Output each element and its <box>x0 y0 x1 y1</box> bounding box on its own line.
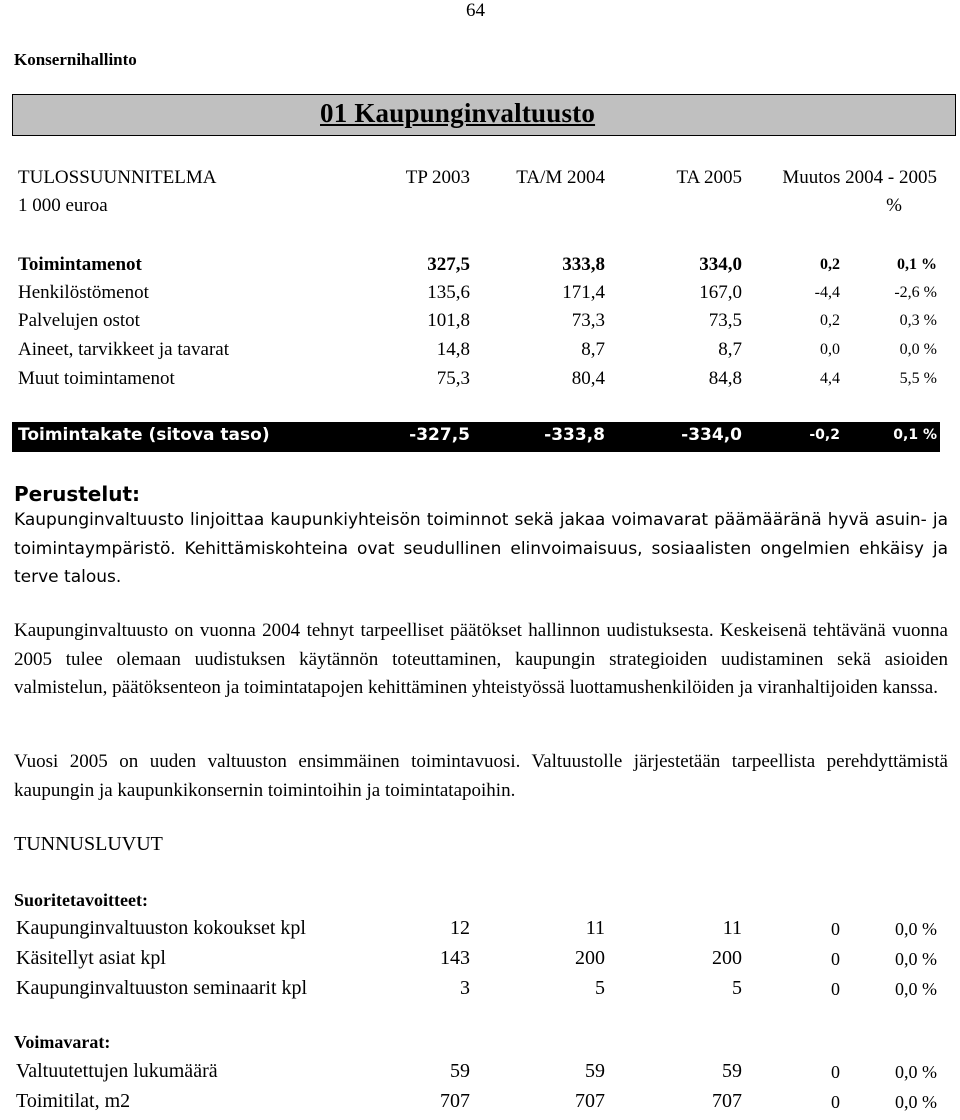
kpi-ta2005: 59 <box>722 1060 742 1082</box>
kpi-pct: 0,0 % <box>895 1062 937 1082</box>
row-label: Palvelujen ostot <box>18 310 140 331</box>
kpi-ta2004: 59 <box>585 1060 605 1082</box>
table-row <box>0 282 960 310</box>
kpi-ta2004: 11 <box>585 917 605 939</box>
table-header-label: TULOSSUUNNITELMA <box>18 167 217 188</box>
cell-ta2004: 333,8 <box>562 254 605 275</box>
summary-ta2005: -334,0 <box>681 425 742 445</box>
table-row <box>0 254 960 282</box>
row-label: Henkilöstömenot <box>18 282 149 303</box>
row-label: Toimintamenot <box>18 254 142 275</box>
cell-diff: -4,4 <box>814 284 840 301</box>
kpi-pct: 0,0 % <box>895 979 937 999</box>
kpi-tp2003: 12 <box>450 917 470 939</box>
col-header-ta2004: TA/M 2004 <box>516 167 605 188</box>
kpi-ta2004: 5 <box>595 977 605 999</box>
kpi-tp2003: 59 <box>450 1060 470 1082</box>
perustelut-paragraph-2: Kaupunginvaltuusto on vuonna 2004 tehnyt tarpeelliset päätökset hallinnon uudistuksesta. Keskeisenä tehtävänä vuonna 2005 tulee olemaan uudistuksen käytännön toteuttaminen, kaupungin strategioiden uudistaminen sekä asioiden valmistelun, päätöksenteon ja toimintatapojen kehittäminen yhteistyössä luottamushenkilöiden ja viranhaltijoiden kanssa. <box>14 620 948 698</box>
kpi-row <box>0 1060 960 1090</box>
kpi-diff: 0 <box>831 979 840 999</box>
summary-pct: 0,1 % <box>893 427 937 443</box>
cell-pct: -2,6 % <box>894 284 937 301</box>
kpi-ta2005: 200 <box>712 947 742 969</box>
kpi-row <box>0 947 960 977</box>
kpi-ta2005: 5 <box>732 977 742 999</box>
summary-label: Toimintakate (sitova taso) <box>18 425 270 445</box>
kpi-row <box>0 917 960 947</box>
col-header-ta2005: TA 2005 <box>676 167 742 188</box>
kpi-diff: 0 <box>831 919 840 939</box>
kpi-label: Valtuutettujen lukumäärä <box>16 1060 218 1082</box>
summary-row <box>0 425 960 453</box>
kpi-diff: 0 <box>831 949 840 969</box>
cell-ta2004: 8,7 <box>581 339 605 360</box>
cell-tp2003: 327,5 <box>427 254 470 275</box>
row-label: Aineet, tarvikkeet ja tavarat <box>18 339 230 360</box>
kpi-label: Kaupunginvaltuuston kokoukset kpl <box>16 917 306 939</box>
kpi-tp2003: 3 <box>460 977 470 999</box>
kpi-ta2005: 11 <box>722 917 742 939</box>
cell-diff: 0,0 <box>820 341 840 358</box>
kpi-ta2004: 707 <box>575 1090 605 1112</box>
unit-label: 1 000 euroa <box>18 195 108 216</box>
kpi-diff: 0 <box>831 1062 840 1082</box>
page-number: 64 <box>466 0 485 21</box>
page-title: 01 Kaupunginvaltuusto <box>320 98 596 128</box>
cell-pct: 5,5 % <box>899 370 937 387</box>
cell-pct: 0,0 % <box>899 341 937 358</box>
cell-tp2003: 101,8 <box>427 310 470 331</box>
cell-ta2005: 84,8 <box>708 368 742 389</box>
cell-diff: 0,2 <box>820 256 840 273</box>
cell-ta2004: 80,4 <box>571 368 605 389</box>
suorite-heading: Suoritetavoitteet: <box>14 890 148 910</box>
col-header-change: Muutos 2004 - 2005 <box>782 167 937 188</box>
kpi-row <box>0 977 960 1007</box>
cell-tp2003: 135,6 <box>427 282 470 303</box>
kpi-pct: 0,0 % <box>895 1092 937 1112</box>
org-name: Konsernihallinto <box>14 50 137 69</box>
kpi-tp2003: 707 <box>440 1090 470 1112</box>
kpi-label: Käsitellyt asiat kpl <box>16 947 166 969</box>
cell-ta2005: 8,7 <box>718 339 742 360</box>
cell-pct: 0,1 % <box>897 256 937 273</box>
perustelut-paragraph-1: Kaupunginvaltuusto linjoittaa kaupunkiyhteisön toiminnot sekä jakaa voimavarat päämääränä hyvä asuin- ja toimintaympäristö. Kehittämiskohteina ovat seudullinen elinvoimaisuus, sosiaalisten ongelmien ehkäisy ja terve talous. <box>14 510 948 587</box>
cell-pct: 0,3 % <box>899 312 937 329</box>
perustelut-paragraph-3: Vuosi 2005 on uuden valtuuston ensimmäinen toimintavuosi. Valtuustolle järjestetään tarpeellista perehdyttämistä kaupungin ja kaupunkikonsernin toimintoihin ja toimintatapoihin. <box>14 751 948 801</box>
summary-tp2003: -327,5 <box>409 425 470 445</box>
summary-ta2004: -333,8 <box>544 425 605 445</box>
table-row <box>0 310 960 338</box>
cell-diff: 0,2 <box>820 312 840 329</box>
voimavarat-heading: Voimavarat: <box>14 1032 111 1052</box>
cell-ta2005: 73,5 <box>708 310 742 331</box>
cell-diff: 4,4 <box>820 370 840 387</box>
row-label: Muut toimintamenot <box>18 368 175 389</box>
cell-tp2003: 14,8 <box>436 339 470 360</box>
cell-ta2005: 334,0 <box>699 254 742 275</box>
cell-ta2005: 167,0 <box>699 282 742 303</box>
cell-tp2003: 75,3 <box>436 368 470 389</box>
perustelut-heading: Perustelut: <box>14 482 141 506</box>
table-row <box>0 368 960 396</box>
cell-ta2004: 73,3 <box>571 310 605 331</box>
pct-header: % <box>886 195 902 216</box>
kpi-ta2005: 707 <box>712 1090 742 1112</box>
tunnusluvut-heading: TUNNUSLUVUT <box>14 833 163 855</box>
kpi-diff: 0 <box>831 1092 840 1112</box>
kpi-pct: 0,0 % <box>895 919 937 939</box>
kpi-label: Toimitilat, m2 <box>16 1090 131 1112</box>
summary-diff: -0,2 <box>809 427 840 443</box>
table-row <box>0 339 960 367</box>
col-header-tp2003: TP 2003 <box>405 167 470 188</box>
kpi-pct: 0,0 % <box>895 949 937 969</box>
cell-ta2004: 171,4 <box>562 282 605 303</box>
kpi-row <box>0 1090 960 1120</box>
kpi-tp2003: 143 <box>440 947 470 969</box>
kpi-label: Kaupunginvaltuuston seminaarit kpl <box>16 977 308 999</box>
kpi-ta2004: 200 <box>575 947 605 969</box>
